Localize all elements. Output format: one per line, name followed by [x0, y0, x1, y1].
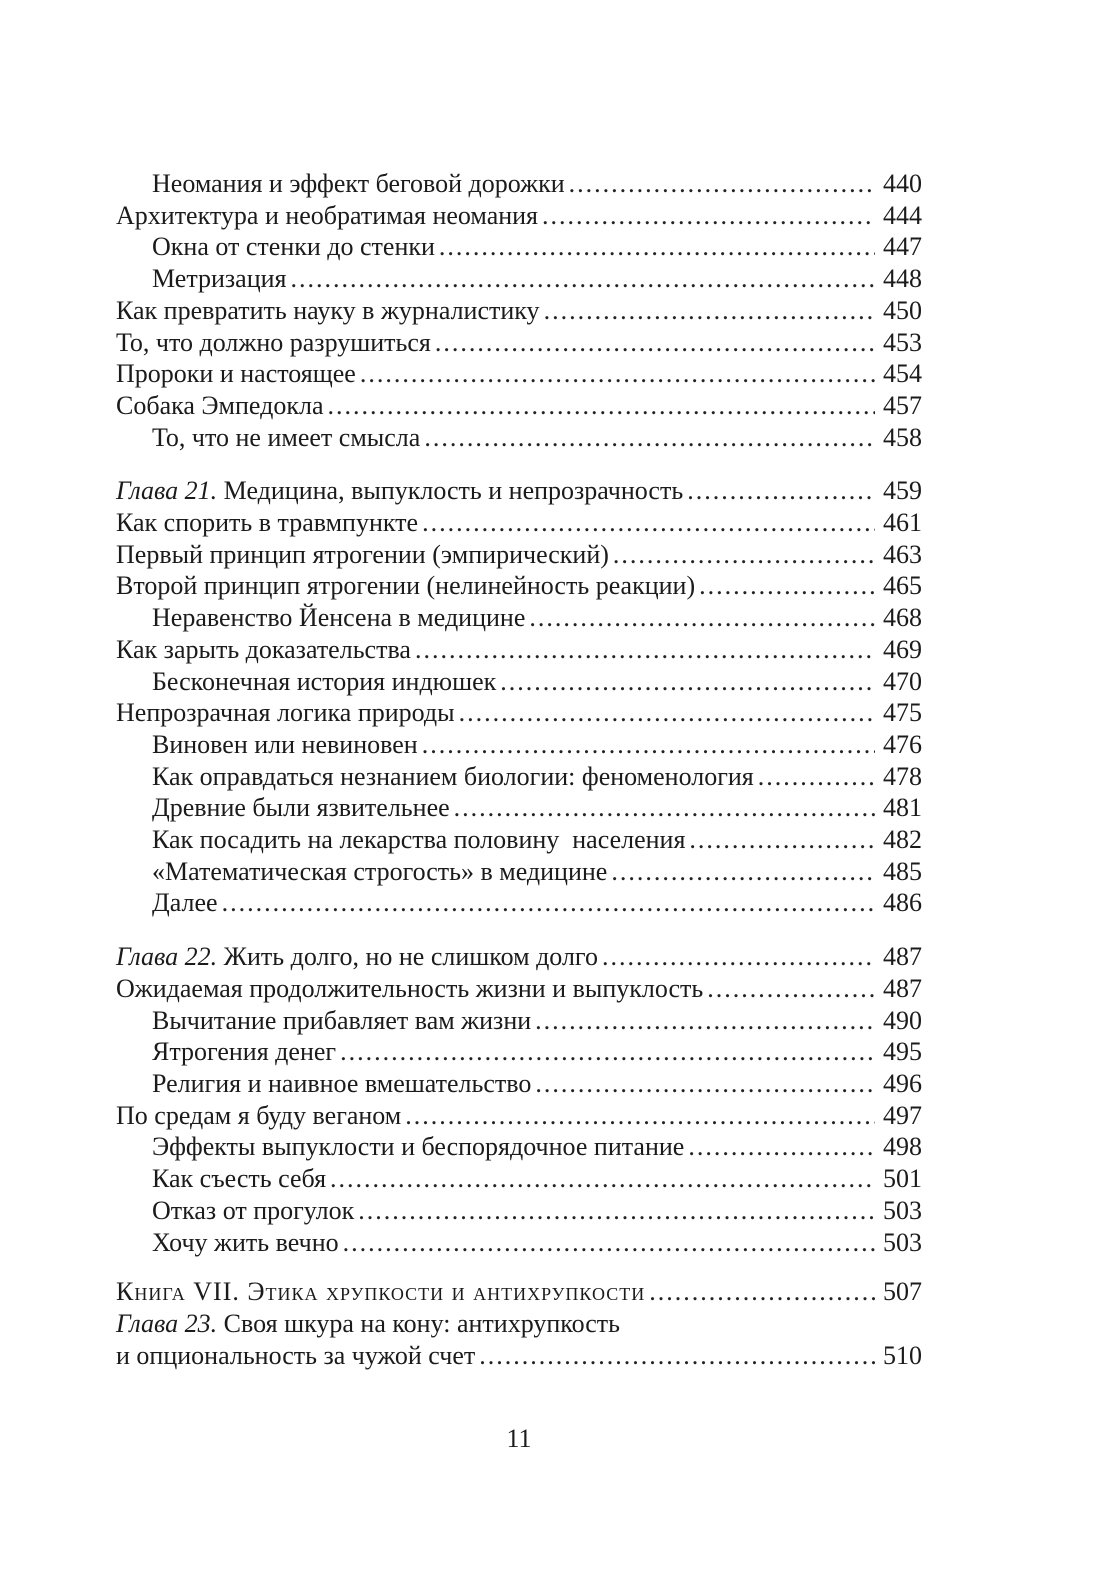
toc-leader-dots — [500, 666, 875, 698]
toc-leader-dots — [328, 390, 876, 422]
toc-entry-title — [152, 792, 450, 824]
toc-entry-page: 461 — [883, 508, 922, 538]
toc-entry-label: Неомания и эффект беговой дорожки — [152, 169, 565, 198]
toc-entry-label: Пророки и настоящее — [116, 359, 356, 389]
toc-entry-page: 458 — [883, 422, 922, 452]
toc-entry-title — [152, 1163, 326, 1195]
toc-entry-label: Как превратить науку в журналистику — [116, 295, 540, 325]
toc-section — [116, 1276, 922, 1371]
toc-entry-title — [116, 973, 703, 1005]
toc-entry — [116, 1308, 922, 1340]
toc-entry-title — [152, 824, 685, 856]
toc-entry-label: Собака Эмпедокла — [116, 390, 324, 420]
toc-entry-page: 478 — [883, 761, 922, 791]
toc-leader-dots — [330, 1163, 875, 1195]
toc-entry-label: Непрозрачная логика природы — [116, 698, 455, 728]
toc-entry-title — [116, 475, 683, 507]
toc-leader-dots — [340, 1036, 875, 1068]
toc-entry — [116, 231, 922, 263]
toc-leader-dots — [688, 1131, 875, 1163]
toc-entry-label: Как зарыть доказательства — [116, 634, 411, 664]
toc-leader-dots — [687, 475, 875, 507]
chapter-prefix: Глава 22. — [116, 942, 224, 972]
toc-section — [116, 475, 922, 919]
toc-entry-title — [116, 941, 598, 973]
toc-entry-label: Религия и наивное вмешательство — [152, 1068, 532, 1098]
toc-entry-label: Эффекты выпуклости и беспорядочное питание — [152, 1132, 685, 1162]
toc-entry-title — [116, 570, 695, 602]
toc-entry — [116, 422, 922, 454]
toc-entry-title — [152, 602, 525, 634]
toc-entry-title — [116, 1100, 401, 1132]
toc-entry — [116, 570, 922, 602]
toc-entry — [116, 200, 922, 232]
toc-leader-dots — [758, 761, 875, 793]
toc-entry-page: 450 — [883, 295, 922, 325]
toc-entry — [116, 1340, 922, 1372]
page-number: 11 — [506, 1424, 532, 1454]
toc-entry — [116, 358, 922, 390]
toc-entry-page: 444 — [883, 200, 922, 230]
toc-leader-dots — [424, 422, 875, 454]
toc-leader-dots — [544, 295, 875, 327]
toc-entry-page: 470 — [883, 666, 922, 696]
toc-entry — [116, 761, 922, 793]
toc-section — [116, 168, 922, 453]
toc-entry-label: Виновен или невиновен — [152, 729, 418, 759]
toc-leader-dots — [529, 602, 875, 634]
toc-entry — [116, 327, 922, 359]
toc-leader-dots — [613, 539, 875, 571]
toc-leader-dots — [358, 1195, 875, 1227]
toc-entry-label: То, что должно разрушиться — [116, 327, 431, 357]
toc-entry-page: 454 — [883, 359, 922, 389]
toc-entry — [116, 602, 922, 634]
toc-entry-page: 495 — [883, 1037, 922, 1067]
toc-entry — [116, 666, 922, 698]
toc-entry-title — [152, 887, 218, 919]
toc-entry-page: 476 — [883, 729, 922, 759]
toc-entry-title — [152, 1005, 531, 1037]
toc-entry — [116, 729, 922, 761]
toc-entry-title — [116, 200, 538, 232]
toc-leader-dots — [405, 1100, 875, 1132]
toc-entry — [116, 1068, 922, 1100]
toc-entry-title — [152, 1195, 354, 1227]
toc-leader-dots — [415, 634, 875, 666]
toc-leader-dots — [602, 941, 875, 973]
toc-leader-dots — [343, 1227, 875, 1259]
toc-entry-label: и опциональность за чужой счет — [116, 1340, 476, 1370]
toc-entry-label: Своя шкура на кону: антихрупкость — [223, 1308, 620, 1338]
toc-leader-dots — [422, 729, 875, 761]
chapter-prefix: Глава 23. — [116, 1308, 224, 1338]
toc-entry — [116, 1276, 922, 1308]
toc-entry — [116, 168, 922, 200]
toc-entry-title — [152, 422, 420, 454]
toc-entry-page: 453 — [883, 327, 922, 357]
toc-entry — [116, 263, 922, 295]
toc-entry — [116, 824, 922, 856]
toc-entry-label: По средам я буду веганом — [116, 1100, 402, 1130]
toc-entry — [116, 1100, 922, 1132]
toc-entry — [116, 973, 922, 1005]
toc-entry-title — [152, 168, 565, 200]
toc-entry-title — [152, 1068, 531, 1100]
chapter-prefix: Глава 21. — [116, 476, 224, 506]
toc-entry-title — [116, 697, 455, 729]
toc-entry-page: 485 — [883, 856, 922, 886]
toc-entry-label: Бесконечная история индюшек — [152, 666, 497, 696]
toc-entry — [116, 1163, 922, 1195]
toc-entry — [116, 390, 922, 422]
toc-entry-title — [116, 1276, 645, 1308]
toc-entry-label: Первый принцип ятрогении (эмпирический) — [116, 539, 609, 569]
toc-entry — [116, 475, 922, 507]
toc-leader-dots — [479, 1340, 875, 1372]
toc-entry-page: 503 — [883, 1195, 922, 1225]
toc-entry-page: 475 — [883, 698, 922, 728]
toc-entry-label: Метризация — [152, 264, 287, 294]
toc-entry — [116, 856, 922, 888]
toc-entry-title — [116, 358, 356, 390]
toc-entry-title — [152, 263, 287, 295]
toc-entry — [116, 1005, 922, 1037]
toc-entry-title — [116, 390, 324, 422]
toc-entry-title — [116, 634, 411, 666]
toc-entry — [116, 295, 922, 327]
toc-entry — [116, 1227, 922, 1259]
toc-entry-title — [116, 539, 609, 571]
toc-entry-label: Древние были язвительнее — [152, 793, 450, 823]
toc-entry — [116, 1195, 922, 1227]
toc-leader-dots — [422, 507, 875, 539]
toc-entry-title — [152, 666, 496, 698]
toc-entry-label: Неравенство Йенсена в медицине — [152, 603, 526, 633]
toc-section — [116, 941, 922, 1258]
toc-entry — [116, 539, 922, 571]
toc-entry-page: 510 — [883, 1340, 922, 1370]
toc-leader-dots — [689, 824, 875, 856]
toc-entry-page: 490 — [883, 1005, 922, 1035]
toc-leader-dots — [291, 263, 875, 295]
toc-entry-page: 463 — [883, 539, 922, 569]
toc-entry-page: 465 — [883, 571, 922, 601]
toc-leader-dots — [649, 1276, 875, 1308]
toc-entry-title — [116, 1340, 475, 1372]
toc-entry — [116, 792, 922, 824]
toc-entry-title — [116, 327, 431, 359]
toc-entry — [116, 941, 922, 973]
toc-entry — [116, 697, 922, 729]
toc-entry-label: Жить долго, но не слишком долго — [223, 942, 598, 972]
toc-entry-title — [152, 1227, 339, 1259]
toc-leader-dots — [535, 1005, 875, 1037]
toc-entry-page: 497 — [883, 1100, 922, 1130]
toc-entry-label: Отказ от прогулок — [152, 1195, 355, 1225]
toc-entry-page: 501 — [883, 1164, 922, 1194]
toc-entry-page: 457 — [883, 390, 922, 420]
toc-leader-dots — [222, 887, 875, 919]
toc-leader-dots — [360, 358, 875, 390]
toc-entry-title — [152, 231, 435, 263]
toc-entry-page: 481 — [883, 793, 922, 823]
toc-entry-page: 468 — [883, 603, 922, 633]
toc-entry-label: Как оправдаться незнанием биологии: феноменология — [152, 761, 754, 791]
toc-entry-page: 447 — [883, 232, 922, 262]
toc-leader-dots — [435, 327, 875, 359]
toc-entry — [116, 1131, 922, 1163]
toc-entry-label: Как спорить в травмпункте — [116, 508, 419, 538]
toc-entry-title — [116, 507, 418, 539]
toc-entry-label: Медицина, выпуклость и непрозрачность — [223, 476, 684, 506]
toc-entry-label: Ятрогения денег — [152, 1037, 337, 1067]
toc-entry-label: То, что не имеет смысла — [152, 422, 421, 452]
toc-entry-title — [116, 1308, 620, 1340]
toc-leader-dots — [699, 570, 875, 602]
toc-leader-dots — [535, 1068, 875, 1100]
toc-entry-title — [152, 761, 754, 793]
toc-entry-page: 486 — [883, 888, 922, 918]
toc-entry-title — [116, 295, 540, 327]
toc-entry — [116, 507, 922, 539]
toc-leader-dots — [459, 697, 875, 729]
toc-entry-page: 459 — [883, 476, 922, 506]
folio-row — [0, 1423, 1100, 1455]
toc-entry-label: Как посадить на лекарства половину населения — [152, 825, 686, 855]
toc-entry-label: Хочу жить вечно — [152, 1227, 339, 1257]
toc-entry — [116, 634, 922, 666]
toc-entry-label: Окна от стенки до стенки — [152, 232, 435, 262]
toc-entry-label: Как съесть себя — [152, 1164, 327, 1194]
toc-entry-page: 507 — [883, 1277, 922, 1307]
toc-entry-label: Далее — [152, 888, 218, 918]
toc-entry-page: 498 — [883, 1132, 922, 1162]
toc-entry-page: 469 — [883, 634, 922, 664]
toc-entry-page: 496 — [883, 1068, 922, 1098]
toc-entry-page: 487 — [883, 942, 922, 972]
toc-leader-dots — [454, 792, 875, 824]
toc-entry-label: Второй принцип ятрогении (нелинейность реакции) — [116, 571, 696, 601]
toc-entry-page: 448 — [883, 264, 922, 294]
toc-entry — [116, 887, 922, 919]
toc-entry-title — [152, 729, 418, 761]
toc-leader-dots — [611, 856, 875, 888]
toc-leader-dots — [569, 168, 875, 200]
toc-entry-page: 440 — [883, 169, 922, 198]
toc-entry-title — [152, 856, 607, 888]
toc-leader-dots — [542, 200, 875, 232]
toc-leader-dots — [439, 231, 875, 263]
toc-entry-title — [152, 1036, 336, 1068]
toc-leader-dots — [707, 973, 875, 1005]
toc-entry-label: Вычитание прибавляет вам жизни — [152, 1005, 532, 1035]
toc-entry-label: «Математическая строгость» в медицине — [152, 856, 608, 886]
toc-entry-label: Книга VII. Этика хрупкости и антихрупкости — [116, 1277, 646, 1307]
toc-entry-title — [152, 1131, 684, 1163]
toc-entry — [116, 1036, 922, 1068]
toc-entry-page: 503 — [883, 1227, 922, 1257]
toc-entry-label: Архитектура и необратимая неомания — [116, 200, 539, 230]
toc-entry-label: Ожидаемая продолжительность жизни и выпуклость — [116, 973, 704, 1003]
toc-entry-page: 487 — [883, 973, 922, 1003]
toc-entry-page: 482 — [883, 825, 922, 855]
